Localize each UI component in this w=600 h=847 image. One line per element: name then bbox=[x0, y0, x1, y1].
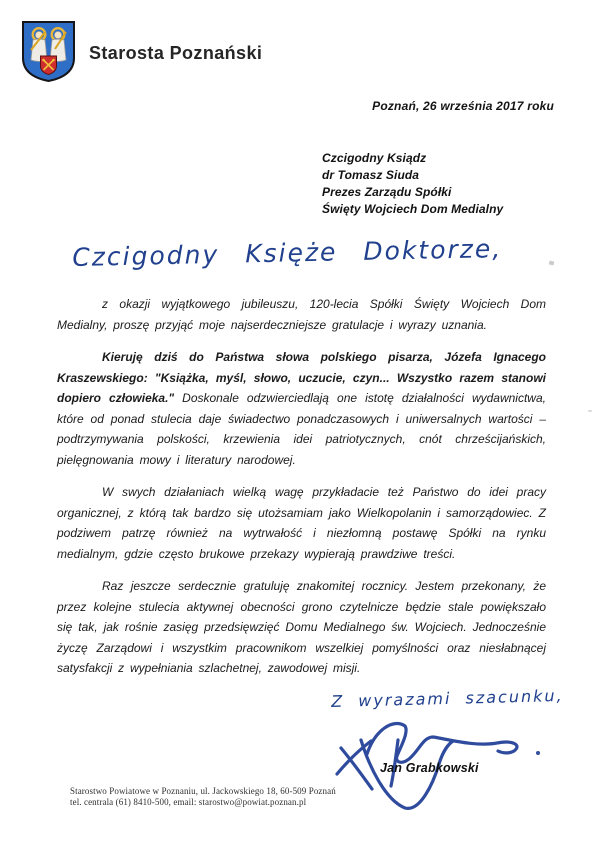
scan-artifact bbox=[588, 410, 592, 412]
scan-artifact bbox=[549, 261, 555, 266]
org-name: Starosta Poznański bbox=[89, 43, 263, 63]
date-line: Poznań, 26 września 2017 roku bbox=[372, 99, 554, 113]
recipient-line-1: Czcigodny Ksiądz bbox=[322, 151, 427, 165]
paragraph-3: W swych działaniach wielką wagę przykładacie też Państwo do idei pracy organicznej, z którą tak bardzo się utożsamiam jako Wielkopolanin i samorządowiec. Z podziwem patrzę również na wytrwałość i niezłomną postawę Spółki na rynku medialnym, gdzie często brukowe przekazy wypierają prawdziwe treści. bbox=[57, 485, 546, 561]
quoted-passage: Kieruję dziś do Państwa słowa polskiego pisarza, Józefa Ignacego Kraszewskiego: "Książka, myśl, słowo, uczucie, czyn... Wszystko razem stanowi dopiero człowieka." bbox=[57, 350, 546, 405]
recipient-line-2: dr Tomasz Siuda bbox=[322, 168, 420, 182]
recipient-block bbox=[322, 150, 503, 218]
paragraph-4: Raz jeszcze serdecznie gratuluję znakomitej rocznicy. Jestem przekonany, że przez kolejne stulecia aktywnej obecności grono czytelnicze będzie stale powiększało się tak, jak rośnie zasięg przedsięwzięć Domu Medialnego św. Wojciech. Jednocześnie życzę Zarządowi i wszystkim pracownikom wszelkiej pomyślności oraz niesłabnącej satysfakcji z wypełniania szlachetnej, zawodowej misji. bbox=[57, 579, 546, 675]
recipient-line-4: Święty Wojciech Dom Medialny bbox=[322, 202, 504, 216]
signer-name: Jan Grabkowski bbox=[380, 761, 479, 775]
paragraph-1: z okazji wyjątkowego jubileuszu, 120-lecia Spółki Święty Wojciech Dom Medialny, proszę przyjąć moje najserdeczniejsze gratulacje i wyrazy uznania. bbox=[57, 297, 546, 332]
footer bbox=[70, 786, 336, 808]
handwritten-salutation: Czcigodny Księże Doktorze, bbox=[72, 233, 503, 272]
recipient-line-3: Prezes Zarządu Spółki bbox=[322, 185, 452, 199]
footer-address: Starostwo Powiatowe w Poznaniu, ul. Jackowskiego 18, 60-509 Poznań bbox=[70, 786, 336, 796]
handwritten-closing: Z wyrazami szacunku, bbox=[331, 685, 564, 711]
footer-contact: tel. centrala (61) 8410-500, email: starostwo@powiat.poznan.pl bbox=[70, 797, 307, 807]
paragraph-2: Kieruję dziś do Państwa słowa polskiego pisarza, Józefa Ignacego Kraszewskiego: "Książka, myśl, słowo, uczucie, czyn... Wszystko razem stanowi dopiero człowieka." Doskonale odzwierciedlają one istotę działalności wydawnictwa, które od ponad stulecia daje świadectwo ponadczasowych i uniwersalnych wartości – podtrzymywania polskości, krzewienia idei patriotycznych, cnót chrześcijańskich, pielęgnowania mowy i literatury narodowej. bbox=[57, 350, 546, 467]
letter-body bbox=[57, 294, 546, 691]
poznan-coat-of-arms-icon bbox=[20, 19, 77, 84]
